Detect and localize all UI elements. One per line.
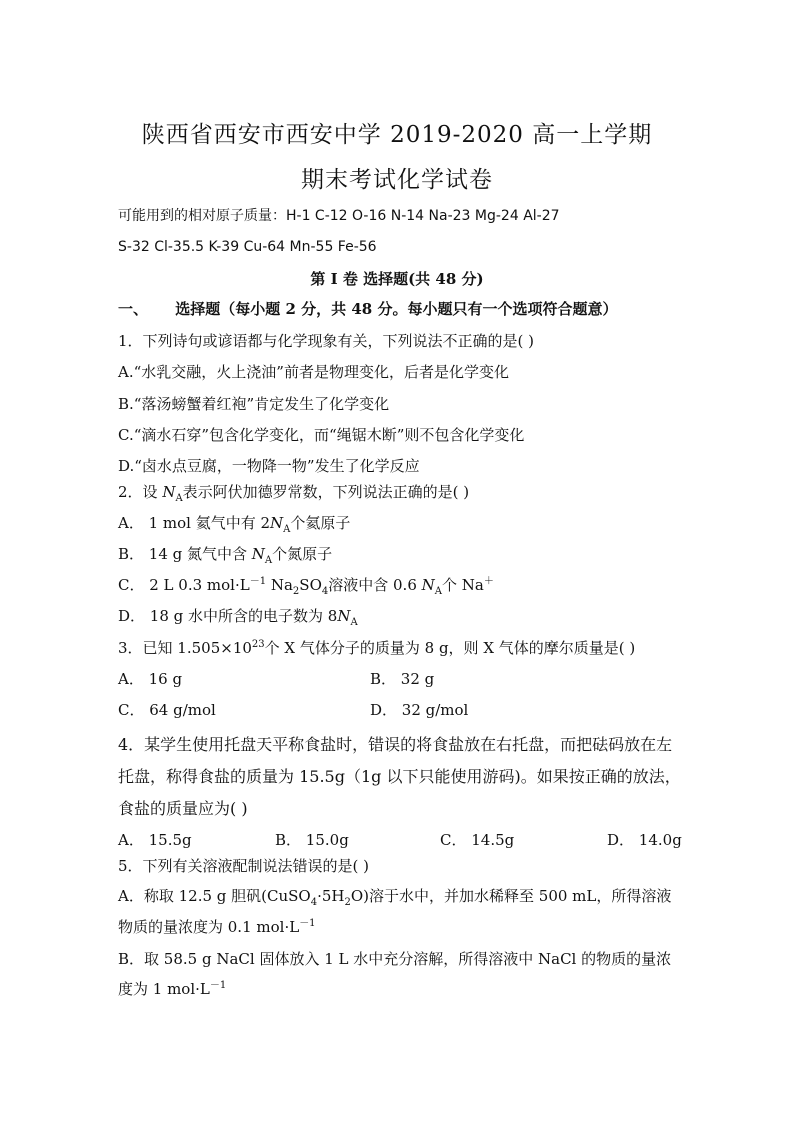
q1-option-c: C.“滴水石穿”包含化学变化，而“绳锯木断”则不包含化学变化 bbox=[118, 426, 525, 444]
atomic-mass-line1: 可能用到的相对原子质量：H-1 C-12 O-16 N-14 Na-23 Mg-24 Al-27 bbox=[118, 208, 560, 224]
exam-title-line2: 期末考试化学试卷 bbox=[301, 167, 493, 193]
q4-option-c: C． 14.5g bbox=[440, 831, 515, 849]
q5-stem: 5．下列有关溶液配制说法错误的是( ) bbox=[118, 857, 370, 875]
q2-option-d: D． 18 g 水中所含的电子数为 $8N_A$ bbox=[118, 607, 358, 628]
q2-stem: 2．设 $N_A$表示阿伏加德罗常数，下列说法正确的是( ) bbox=[118, 483, 470, 504]
q4-stem-line2: 托盘，称得食盐的质量为 15.5g（1g 以下只能使用游码)。如果按正确的放法， bbox=[118, 767, 681, 786]
q2-option-b: B． 14 g 氮气中含 $N_A$个氮原子 bbox=[118, 545, 333, 566]
q5-option-b-line2: 度为 1 $mol\cdot L^{-1}$ bbox=[118, 980, 227, 998]
section-heading: 第 I 卷 选择题(共 48 分) bbox=[310, 270, 484, 288]
part-heading bbox=[118, 299, 617, 319]
q5-option-a-line2: 物质的量浓度为 0.1 $mol\cdot L^{-1}$ bbox=[118, 918, 316, 936]
q3-options-row1 bbox=[118, 669, 435, 689]
q1-stem: 1．下列诗句或谚语都与化学现象有关，下列说法不正确的是( ) bbox=[118, 332, 535, 350]
part-title: 选择题（每小题 2 分，共 48 分。每小题只有一个选项符合题意） bbox=[175, 300, 618, 318]
q5-option-b-line1: B．取 58.5 g NaCl 固体放入 1 L 水中充分溶解，所得溶液中 NaCl 的物质的量浓 bbox=[118, 950, 672, 968]
q3-options-row2 bbox=[118, 700, 469, 720]
atomic-mass-line2: S-32 Cl-35.5 K-39 Cu-64 Mn-55 Fe-56 bbox=[118, 239, 377, 255]
q1-option-b: B.“落汤螃蟹着红袍”肯定发生了化学变化 bbox=[118, 395, 390, 413]
q5-option-a-line1: A．称取 12.5 g 胆矾$(CuSO_4\cdot 5H_2O)$溶于水中，并加水稀释至 500 mL，所得溶液 bbox=[118, 887, 672, 908]
q4-option-a: A． 15.5g bbox=[118, 831, 192, 849]
q3-stem: 3．已知 $1.505\times 10^{23}$个 X 气体分子的质量为 8 g，则 X 气体的摩尔质量是( ) bbox=[118, 639, 636, 657]
exam-title-line1: 陕西省西安市西安中学 2019-2020 高一上学期 bbox=[141, 122, 653, 148]
q3-option-b: B． 32 g bbox=[370, 670, 435, 688]
q2-option-c: C． 2 L 0.3 $mol\cdot L^{-1}$ $Na_2SO_4$溶液中含 0.6 $N_A$个 Na＋ bbox=[118, 576, 494, 597]
q3-option-d: D． 32 g/mol bbox=[370, 701, 469, 719]
q1-option-a: A.“水乳交融，火上浇油”前者是物理变化，后者是化学变化 bbox=[118, 363, 509, 381]
q3-option-c: C． 64 g/mol bbox=[118, 701, 216, 719]
q4-stem-line1: 4．某学生使用托盘天平称食盐时，错误的将食盐放在右托盘，而把砝码放在左 bbox=[118, 735, 673, 754]
q1-option-d: D.“卤水点豆腐，一物降一物”发生了化学反应 bbox=[118, 457, 420, 475]
q4-option-d: D． 14.0g bbox=[607, 831, 682, 849]
q4-stem-line3: 食盐的质量应为( ) bbox=[118, 799, 248, 818]
part-label: 一、 bbox=[118, 300, 149, 318]
q4-option-b: B． 15.0g bbox=[275, 831, 349, 849]
q4-options-row bbox=[118, 830, 682, 850]
q2-option-a: A． 1 mol 氦气中有 $2N_A$个氦原子 bbox=[118, 514, 351, 535]
q3-option-a: A． 16 g bbox=[118, 670, 183, 688]
